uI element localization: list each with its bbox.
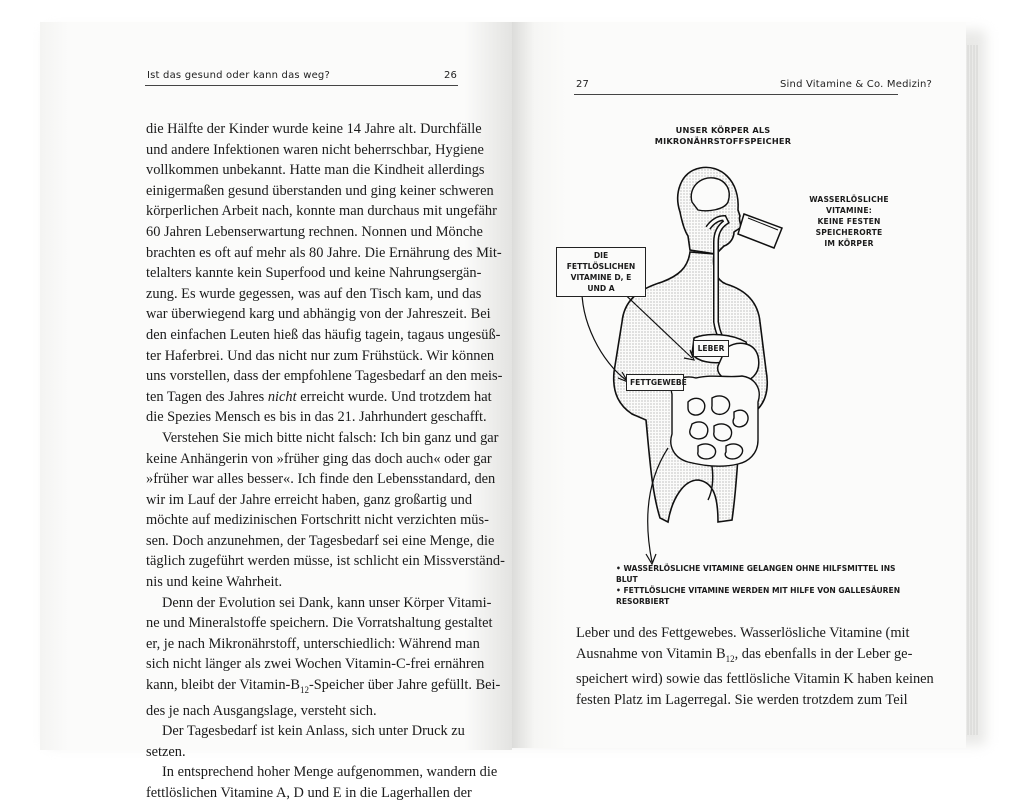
text-line: festen Platz im Lagerregal. Sie werden trotzdem zum Teil — [576, 691, 908, 708]
text-line: Leber und des Fettgewebes. Wasserlösliche Vitamine (mit — [576, 625, 910, 641]
text-line: vollkommen unbekannt. Hatte man die Kindheit allerdings — [146, 162, 485, 179]
text-line: brachten es oft auf mehr als 80 Jahre. Die Ernährung des Mit- — [146, 244, 502, 261]
text-segment: Ausnahme von Vitamin B — [576, 645, 726, 662]
text-line: In entsprechend hoher Menge aufgenommen, wandern die — [162, 764, 498, 781]
text-line — [576, 644, 913, 669]
left-running-head: Ist das gesund oder kann das weg? — [147, 70, 330, 81]
text-line: des je nach Ausgangslage, versteht sich. — [146, 702, 377, 719]
text-line: nis und keine Wahrheit. — [146, 574, 283, 591]
subscript: 12 — [299, 684, 309, 695]
diagram-notes — [616, 563, 916, 607]
diagram-title: UNSER KÖRPER ALS MIKRONÄHRSTOFFSPEICHER — [654, 125, 792, 146]
right-page — [512, 22, 966, 748]
text-line: die Spezies Mensch es bis in das 21. Jahrhundert geschafft. — [146, 409, 487, 426]
right-body-text — [576, 623, 934, 710]
fat-box-line: DIE FETTLÖSLICHEN — [566, 251, 636, 271]
cup-icon — [738, 214, 782, 248]
text-line: einigermaßen gesund überstanden und ging keiner schweren — [146, 182, 494, 199]
text-segment: kann, bleibt der Vitamin-B — [146, 677, 300, 694]
text-line: ne und Mineralstoffe speichern. Die Vorratshaltung gestaltet — [146, 615, 493, 632]
text-line: telalters kannte kein Superfood und keine Nahrungsergän- — [146, 265, 482, 282]
text-line: uns vorstellen, dass der empfohlene Tagesbedarf an den meis- — [146, 368, 503, 385]
text-line: er, je nach Mikronährstoff, unterschiedlich: Während man — [146, 635, 480, 652]
text-segment: erreicht wurde. Und trotzdem hat — [300, 388, 492, 405]
note-line: • FETTLÖSLICHE VITAMINE WERDEN MIT HILFE VON GALLESÄUREN RESORBIERT — [616, 586, 901, 606]
text-line: Der Tagesbedarf ist kein Anlass, sich unter Druck zu — [162, 723, 465, 740]
fat-vitamin-box — [556, 247, 646, 297]
text-line: sich nicht länger als zwei Wochen Vitamin-C-frei ernähren — [146, 656, 485, 673]
water-label-line: WASSERLÖSLICHE VITAMINE: — [809, 195, 889, 215]
text-line: Verstehen Sie mich bitte nicht falsch: Ich bin ganz und gar — [162, 429, 499, 446]
fat-tissue-label: FETTGEWEBE — [626, 374, 684, 391]
text-line: ter Haferbrei. Und das nicht nur zum Frühstück. Wir können — [146, 347, 495, 364]
text-line: »früher war alles besser«. Ich finde den Lebensstandard, den — [146, 471, 496, 488]
text-line: und andere Infektionen waren nicht beherrschbar, Hygiene — [146, 141, 484, 158]
water-vitamin-label — [790, 194, 908, 249]
text-line: den einfachen Leuten hieß das häufig tagein, tagaus ungesüß- — [146, 326, 501, 343]
left-page-number: 26 — [444, 70, 458, 81]
text-line — [146, 387, 492, 408]
text-line: möchte auf medizinischen Fortschritt nicht verzichten müs- — [146, 512, 489, 529]
text-line: speichert wird) sowie das fettlösliche Vitamin K haben keinen — [576, 671, 934, 688]
italic-word: nicht — [267, 388, 297, 405]
text-line: zung. Es wurde gegessen, was auf den Tisch kam, und das — [146, 285, 482, 302]
water-label-line: KEINE FESTEN SPEICHERORTE — [815, 217, 883, 237]
text-line — [146, 675, 501, 700]
text-line: war überwiegend karg und abhängig von der Jahreszeit. Bei — [146, 306, 491, 323]
right-page-number: 27 — [576, 79, 590, 90]
left-head-rule — [145, 85, 458, 86]
text-line: 60 Jahren Lebenserwartung rechnen. Nonnen und Mönche — [146, 223, 483, 240]
right-running-head: Sind Vitamine & Co. Medizin? — [780, 79, 933, 90]
text-segment: ten Tagen des Jahres — [146, 388, 265, 405]
text-segment: , das ebenfalls in der Leber ge- — [734, 645, 913, 662]
brain-shape — [691, 178, 729, 211]
subscript: 12 — [725, 653, 735, 664]
left-body-text — [146, 119, 505, 803]
text-line: wir im Lauf der Jahre erreicht haben, ganz großartig und — [146, 491, 473, 508]
text-line: die Hälfte der Kinder wurde keine 14 Jahre alt. Durchfälle — [146, 121, 482, 137]
text-line: setzen. — [146, 743, 186, 760]
text-line: körperlichen Arbeit nach, konnte man durchaus mit ungefähr — [146, 203, 497, 220]
text-line: Denn der Evolution sei Dank, kann unser Körper Vitami- — [162, 594, 492, 611]
note-line: • WASSERLÖSLICHE VITAMINE GELANGEN OHNE HILFSMITTEL INS BLUT — [616, 564, 896, 584]
text-line: keine Anhängerin von »früher ging das doch auch« oder gar — [146, 450, 492, 467]
left-page — [40, 22, 512, 801]
text-line: sen. Doch anzunehmen, der Tagesbedarf sei eine Menge, die — [146, 532, 495, 549]
water-label-line: IM KÖRPER — [824, 239, 874, 248]
text-line: täglich zugeführt werden müsse, ist schlicht ein Missverständ- — [146, 553, 505, 570]
text-segment: -Speicher über Jahre gefüllt. Bei- — [308, 677, 501, 694]
liver-label: LEBER — [693, 340, 729, 357]
text-line: fettlöslichen Vitamine A, D und E in die Lagerhallen der — [146, 784, 472, 801]
fat-box-line: VITAMINE D, E UND A — [570, 273, 632, 293]
